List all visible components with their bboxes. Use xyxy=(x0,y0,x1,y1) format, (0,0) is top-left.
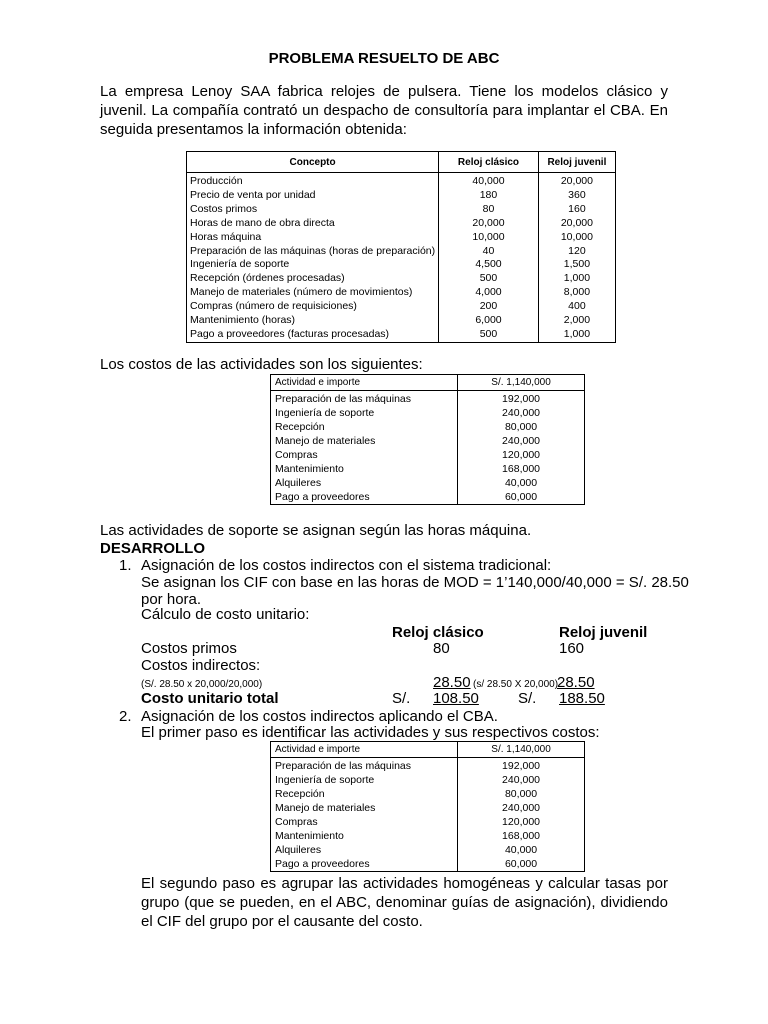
table-row xyxy=(271,801,585,815)
table-row xyxy=(271,420,585,434)
cell-reloj-juvenil: 20,000 xyxy=(538,217,615,231)
cell-concepto: Preparación de las máquinas (horas de preparación) xyxy=(187,245,439,259)
table-row xyxy=(187,272,616,286)
formula-clasico: (S/. 28.50 x 20,000/20,000) xyxy=(141,679,263,690)
cell-actividad: Preparación de las máquinas xyxy=(271,758,458,774)
currency-juvenil: S/. xyxy=(518,690,537,707)
cell-concepto: Producción xyxy=(187,173,439,189)
cell-importe: 192,000 xyxy=(458,758,585,774)
product-data-body xyxy=(187,173,616,343)
cell-actividad: Pago a proveedores xyxy=(271,857,458,872)
cell-concepto: Costos primos xyxy=(187,203,439,217)
table-header-row xyxy=(271,742,585,758)
cell-importe: 168,000 xyxy=(458,829,585,843)
table-row xyxy=(271,391,585,407)
table-row xyxy=(187,173,616,189)
table-row xyxy=(187,300,616,314)
table-row xyxy=(187,217,616,231)
cell-reloj-clasico: 4,000 xyxy=(439,286,539,300)
cell-actividad: Alquileres xyxy=(271,843,458,857)
cell-reloj-clasico: 20,000 xyxy=(439,217,539,231)
primos-label: Costos primos xyxy=(141,640,237,657)
table-row xyxy=(187,203,616,217)
cell-importe: 168,000 xyxy=(458,462,585,476)
table-row xyxy=(187,258,616,272)
currency-clasico: S/. xyxy=(392,690,411,707)
cell-reloj-juvenil: 400 xyxy=(538,300,615,314)
cell-importe: 240,000 xyxy=(458,434,585,448)
header-reloj-juvenil: Reloj juvenil xyxy=(538,152,615,173)
cell-importe: 120,000 xyxy=(458,448,585,462)
table-row xyxy=(187,245,616,259)
activity-costs-table-2 xyxy=(270,741,585,872)
header-actividad: Actividad e importe xyxy=(271,375,458,391)
table-header-row xyxy=(187,152,616,173)
header-actividad: Actividad e importe xyxy=(271,742,458,758)
cell-actividad: Compras xyxy=(271,448,458,462)
cell-actividad: Ingeniería de soporte xyxy=(271,406,458,420)
cell-reloj-clasico: 500 xyxy=(439,272,539,286)
cell-concepto: Recepción (órdenes procesadas) xyxy=(187,272,439,286)
total-juvenil: 188.50 xyxy=(559,690,605,707)
cell-actividad: Ingeniería de soporte xyxy=(271,773,458,787)
step1-number: 1. xyxy=(119,557,132,574)
cell-reloj-juvenil: 120 xyxy=(538,245,615,259)
cell-importe: 40,000 xyxy=(458,476,585,490)
table-row xyxy=(271,448,585,462)
step1-line1: Se asignan los CIF con base en las horas de MOD = 1’140,000/40,000 = S/. 28.50 xyxy=(141,574,689,591)
cell-importe: 120,000 xyxy=(458,815,585,829)
primos-juvenil: 160 xyxy=(559,640,585,657)
indirectos-clasico: 28.50 xyxy=(433,674,471,691)
step1-line2: por hora. xyxy=(141,591,202,608)
col-reloj-clasico: Reloj clásico xyxy=(392,624,484,641)
cell-reloj-clasico: 180 xyxy=(439,189,539,203)
cell-importe: 60,000 xyxy=(458,490,585,505)
total-label: Costo unitario total xyxy=(141,690,279,707)
indirectos-juvenil: 28.50 xyxy=(557,674,595,691)
table-row xyxy=(271,843,585,857)
cell-actividad: Pago a proveedores xyxy=(271,490,458,505)
table-row xyxy=(271,462,585,476)
cell-reloj-juvenil: 10,000 xyxy=(538,231,615,245)
cell-concepto: Compras (número de requisiciones) xyxy=(187,300,439,314)
cell-reloj-juvenil: 1,000 xyxy=(538,272,615,286)
calc-label: Cálculo de costo unitario: xyxy=(141,606,310,623)
activity-costs-body-2 xyxy=(271,758,585,872)
cell-actividad: Mantenimiento xyxy=(271,462,458,476)
step2-line1: El primer paso es identificar las actividades y sus respectivos costos: xyxy=(141,724,600,741)
table-row xyxy=(271,434,585,448)
cell-actividad: Compras xyxy=(271,815,458,829)
cell-concepto: Manejo de materiales (número de movimientos) xyxy=(187,286,439,300)
cell-importe: 240,000 xyxy=(458,406,585,420)
cell-actividad: Manejo de materiales xyxy=(271,801,458,815)
cell-concepto: Horas máquina xyxy=(187,231,439,245)
cell-concepto: Horas de mano de obra directa xyxy=(187,217,439,231)
cell-reloj-juvenil: 160 xyxy=(538,203,615,217)
table-row xyxy=(271,406,585,420)
costs-lead-text: Los costos de las actividades son los siguientes: xyxy=(100,356,423,373)
cell-importe: 60,000 xyxy=(458,857,585,872)
cell-reloj-juvenil: 8,000 xyxy=(538,286,615,300)
final-paragraph: El segundo paso es agrupar las actividades homogéneas y calcular tasas por grupo (que se pueden, en el ABC, denominar guías de asignación), dividiendo el CIF del grupo por el causante del costo. xyxy=(141,875,668,930)
total-clasico: 108.50 xyxy=(433,690,479,707)
table-row xyxy=(187,314,616,328)
desarrollo-heading: DESARROLLO xyxy=(100,540,205,557)
formula-juvenil: (s/ 28.50 X 20,000) xyxy=(473,679,559,690)
cell-concepto: Mantenimiento (horas) xyxy=(187,314,439,328)
table-row xyxy=(187,286,616,300)
cell-concepto: Pago a proveedores (facturas procesadas) xyxy=(187,328,439,342)
table-header-row xyxy=(271,375,585,391)
table-row xyxy=(271,857,585,872)
cell-importe: 240,000 xyxy=(458,801,585,815)
cell-concepto: Precio de venta por unidad xyxy=(187,189,439,203)
cell-importe: 240,000 xyxy=(458,773,585,787)
header-reloj-clasico: Reloj clásico xyxy=(439,152,539,173)
cell-reloj-juvenil: 2,000 xyxy=(538,314,615,328)
cell-reloj-juvenil: 360 xyxy=(538,189,615,203)
cell-actividad: Preparación de las máquinas xyxy=(271,391,458,407)
table-row xyxy=(187,328,616,342)
table-row xyxy=(271,787,585,801)
cell-actividad: Recepción xyxy=(271,420,458,434)
table-row xyxy=(187,189,616,203)
cell-importe: 80,000 xyxy=(458,787,585,801)
cell-importe: 40,000 xyxy=(458,843,585,857)
cell-actividad: Alquileres xyxy=(271,476,458,490)
cell-reloj-clasico: 80 xyxy=(439,203,539,217)
cell-actividad: Manejo de materiales xyxy=(271,434,458,448)
cell-reloj-clasico: 10,000 xyxy=(439,231,539,245)
intro-paragraph: La empresa Lenoy SAA fabrica relojes de pulsera. Tiene los modelos clásico y juvenil. La compañía contrató un despacho de consultoría para implantar el CBA. En seguida presentamos la información obtenida: xyxy=(100,83,668,138)
support-line: Las actividades de soporte se asignan según las horas máquina. xyxy=(100,522,532,539)
cell-reloj-clasico: 40,000 xyxy=(439,173,539,189)
table-row xyxy=(271,815,585,829)
cell-reloj-clasico: 6,000 xyxy=(439,314,539,328)
cell-reloj-clasico: 500 xyxy=(439,328,539,342)
cell-concepto: Ingeniería de soporte xyxy=(187,258,439,272)
table-row xyxy=(187,231,616,245)
cell-reloj-juvenil: 20,000 xyxy=(538,173,615,189)
step2-heading: Asignación de los costos indirectos aplicando el CBA. xyxy=(141,708,498,725)
col-reloj-juvenil: Reloj juvenil xyxy=(559,624,648,641)
table-row xyxy=(271,490,585,505)
table-row xyxy=(271,829,585,843)
cell-actividad: Recepción xyxy=(271,787,458,801)
step2-number: 2. xyxy=(119,708,132,725)
step1-heading: Asignación de los costos indirectos con el sistema tradicional: xyxy=(141,557,552,574)
primos-clasico: 80 xyxy=(433,640,450,657)
activity-costs-table-1 xyxy=(270,374,585,505)
cell-actividad: Mantenimiento xyxy=(271,829,458,843)
product-data-table xyxy=(186,151,616,343)
indirectos-label: Costos indirectos: xyxy=(141,657,261,674)
cell-reloj-juvenil: 1,500 xyxy=(538,258,615,272)
table-row xyxy=(271,758,585,774)
table-row xyxy=(271,773,585,787)
cell-importe: 192,000 xyxy=(458,391,585,407)
table-row xyxy=(271,476,585,490)
page-title: PROBLEMA RESUELTO DE ABC xyxy=(268,50,500,67)
cell-reloj-clasico: 200 xyxy=(439,300,539,314)
header-total: S/. 1,140,000 xyxy=(458,375,585,391)
cell-reloj-juvenil: 1,000 xyxy=(538,328,615,342)
header-total: S/. 1,140,000 xyxy=(458,742,585,758)
cell-importe: 80,000 xyxy=(458,420,585,434)
activity-costs-body-1 xyxy=(271,391,585,505)
cell-reloj-clasico: 4,500 xyxy=(439,258,539,272)
cell-reloj-clasico: 40 xyxy=(439,245,539,259)
header-concepto: Concepto xyxy=(187,152,439,173)
